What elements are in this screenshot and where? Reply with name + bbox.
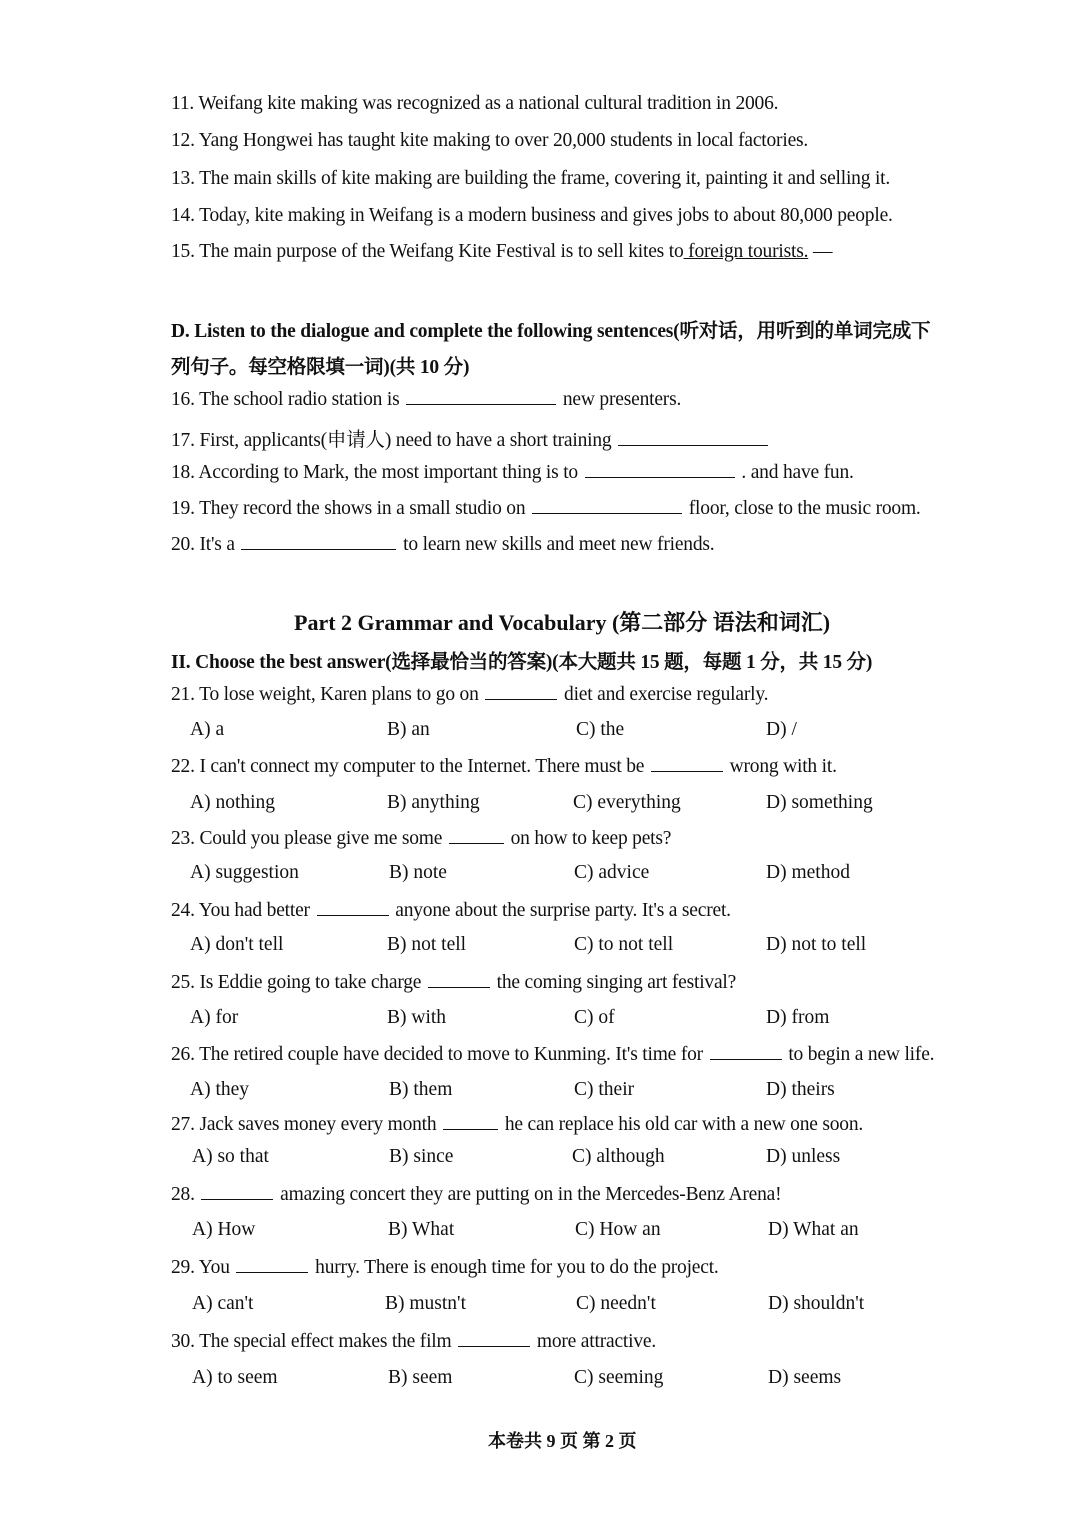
section-d-heading-2: 列句子。每空格限填一词)(共 10 分) — [171, 357, 470, 378]
option-c[interactable]: C) advice — [574, 862, 650, 883]
answer-blank[interactable] — [585, 461, 735, 478]
option-d[interactable]: D) something — [766, 792, 873, 813]
option-b[interactable]: B) mustn't — [385, 1293, 466, 1314]
option-d[interactable]: D) seems — [768, 1367, 842, 1388]
question-16 — [171, 388, 681, 411]
option-b[interactable]: B) not tell — [387, 934, 467, 955]
option-c[interactable]: C) seeming — [574, 1367, 664, 1388]
option-b[interactable]: B) with — [387, 1007, 447, 1028]
question-stem: 24. You had better — [171, 900, 310, 921]
question-stem-end: more attractive. — [536, 1331, 657, 1352]
question-stem-end: on how to keep pets? — [510, 828, 672, 849]
option-c[interactable]: C) although — [572, 1146, 665, 1167]
option-c[interactable]: C) needn't — [576, 1293, 656, 1314]
question-25 — [171, 971, 736, 994]
question-15-text: 15. The main purpose of the Weifang Kite Festival is to sell kites to — [171, 241, 684, 262]
part2-title: Part 2 Grammar and Vocabulary (第二部分 语法和词汇) — [294, 610, 831, 635]
option-c[interactable]: C) to not tell — [574, 934, 674, 955]
page-footer: 本卷共 9 页 第 2 页 — [488, 1431, 637, 1451]
option-b[interactable]: B) since — [389, 1146, 454, 1167]
question-27 — [171, 1113, 863, 1136]
question-15-dash: — — [808, 241, 833, 262]
option-d[interactable]: D) What an — [768, 1219, 859, 1240]
question-stem-end: amazing concert they are putting on in the Mercedes-Benz Arena! — [280, 1184, 782, 1205]
question-stem-end: wrong with it. — [729, 756, 837, 777]
option-a[interactable]: A) so that — [192, 1146, 269, 1167]
option-b[interactable]: B) note — [389, 862, 447, 883]
question-19 — [171, 497, 921, 520]
answer-blank[interactable] — [236, 1256, 308, 1273]
option-b[interactable]: B) What — [388, 1219, 455, 1240]
option-d[interactable]: D) shouldn't — [768, 1293, 865, 1314]
answer-blank[interactable] — [449, 827, 504, 844]
option-d[interactable]: D) theirs — [766, 1079, 835, 1100]
question-stem-end: the coming singing art festival? — [496, 972, 737, 993]
option-a[interactable]: A) can't — [192, 1293, 254, 1314]
answer-blank[interactable] — [710, 1043, 782, 1060]
option-c[interactable]: C) everything — [573, 792, 681, 813]
answer-blank[interactable] — [317, 899, 389, 916]
question-20-text: 20. It's a — [171, 534, 235, 555]
question-stem-end: he can replace his old car with a new one soon. — [504, 1114, 864, 1135]
question-stem: 26. The retired couple have decided to move to Kunming. It's time for — [171, 1044, 703, 1065]
question-11: 11. Weifang kite making was recognized as a national cultural tradition in 2006. — [171, 93, 779, 114]
answer-blank[interactable] — [651, 755, 723, 772]
question-30 — [171, 1330, 656, 1353]
question-stem: 21. To lose weight, Karen plans to go on — [171, 684, 479, 705]
option-b[interactable]: B) seem — [388, 1367, 453, 1388]
question-stem-end: hurry. There is enough time for you to do the project. — [315, 1257, 719, 1278]
question-19-text-end: floor, close to the music room. — [688, 498, 921, 519]
question-stem-end: anyone about the surprise party. It's a secret. — [395, 900, 731, 921]
option-d[interactable]: D) not to tell — [766, 934, 867, 955]
option-c[interactable]: C) How an — [575, 1219, 661, 1240]
question-stem: 22. I can't connect my computer to the Internet. There must be — [171, 756, 645, 777]
question-12: 12. Yang Hongwei has taught kite making to over 20,000 students in local factories. — [171, 130, 809, 151]
question-21 — [171, 683, 768, 706]
question-19-text: 19. They record the shows in a small studio on — [171, 498, 526, 519]
option-c[interactable]: C) their — [574, 1079, 635, 1100]
question-13: 13. The main skills of kite making are building the frame, covering it, painting it and selling it. — [171, 168, 891, 189]
question-16-text: 16. The school radio station is — [171, 389, 400, 410]
option-a[interactable]: A) they — [190, 1079, 250, 1100]
question-18-text-end: . and have fun. — [741, 462, 854, 483]
question-stem: 30. The special effect makes the film — [171, 1331, 452, 1352]
question-26 — [171, 1043, 934, 1066]
answer-blank[interactable] — [443, 1113, 498, 1130]
option-b[interactable]: B) them — [389, 1079, 453, 1100]
question-stem: 27. Jack saves money every month — [171, 1114, 437, 1135]
answer-blank[interactable] — [428, 971, 490, 988]
question-29 — [171, 1256, 719, 1279]
option-a[interactable]: A) don't tell — [190, 934, 284, 955]
option-d[interactable]: D) from — [766, 1007, 830, 1028]
answer-blank[interactable] — [406, 388, 556, 405]
question-18 — [171, 461, 854, 484]
answer-blank[interactable] — [458, 1330, 530, 1347]
question-stem-end: to begin a new life. — [788, 1044, 935, 1065]
option-b[interactable]: B) anything — [387, 792, 480, 813]
option-a[interactable]: A) How — [192, 1219, 256, 1240]
question-20 — [171, 533, 714, 556]
option-a[interactable]: A) suggestion — [190, 862, 299, 883]
question-22 — [171, 755, 837, 778]
question-stem: 23. Could you please give me some — [171, 828, 443, 849]
option-c[interactable]: C) of — [574, 1007, 615, 1028]
question-15-end: foreign tourists. — [683, 241, 809, 262]
question-15 — [171, 241, 832, 263]
question-stem-end: diet and exercise regularly. — [564, 684, 769, 705]
question-stem: 25. Is Eddie going to take charge — [171, 972, 422, 993]
question-18-text: 18. According to Mark, the most important thing is to — [171, 462, 578, 483]
option-d[interactable]: D) / — [766, 719, 797, 740]
option-b[interactable]: B) an — [387, 719, 430, 740]
section-d-heading-1: D. Listen to the dialogue and complete the following sentences(听对话，用听到的单词完成下 — [171, 321, 931, 342]
answer-blank[interactable] — [618, 429, 768, 446]
question-24 — [171, 899, 731, 922]
option-a[interactable]: A) nothing — [190, 792, 276, 813]
question-20-text-end: to learn new skills and meet new friends. — [403, 534, 715, 555]
question-17-text: 17. First, applicants(申请人) need to have a short training — [171, 430, 612, 451]
answer-blank[interactable] — [532, 497, 682, 514]
part2-instruction: II. Choose the best answer(选择最恰当的答案)(本大题共 15 题，每题 1 分，共 15 分) — [171, 652, 873, 673]
option-a[interactable]: A) for — [190, 1007, 239, 1028]
option-d[interactable]: D) unless — [766, 1146, 841, 1167]
question-16-text-end: new presenters. — [562, 389, 682, 410]
question-17 — [171, 424, 770, 452]
answer-blank[interactable] — [241, 533, 396, 550]
option-a[interactable]: A) a — [190, 719, 225, 740]
answer-blank[interactable] — [485, 683, 557, 700]
answer-blank[interactable] — [201, 1183, 273, 1200]
question-stem: 29. You — [171, 1257, 230, 1278]
option-d[interactable]: D) method — [766, 862, 850, 883]
option-a[interactable]: A) to seem — [192, 1367, 278, 1388]
option-c[interactable]: C) the — [576, 719, 625, 740]
question-28 — [171, 1183, 781, 1206]
question-stem: 28. — [171, 1184, 195, 1205]
question-14: 14. Today, kite making in Weifang is a modern business and gives jobs to about 80,000 people. — [171, 205, 893, 226]
question-23 — [171, 827, 671, 850]
